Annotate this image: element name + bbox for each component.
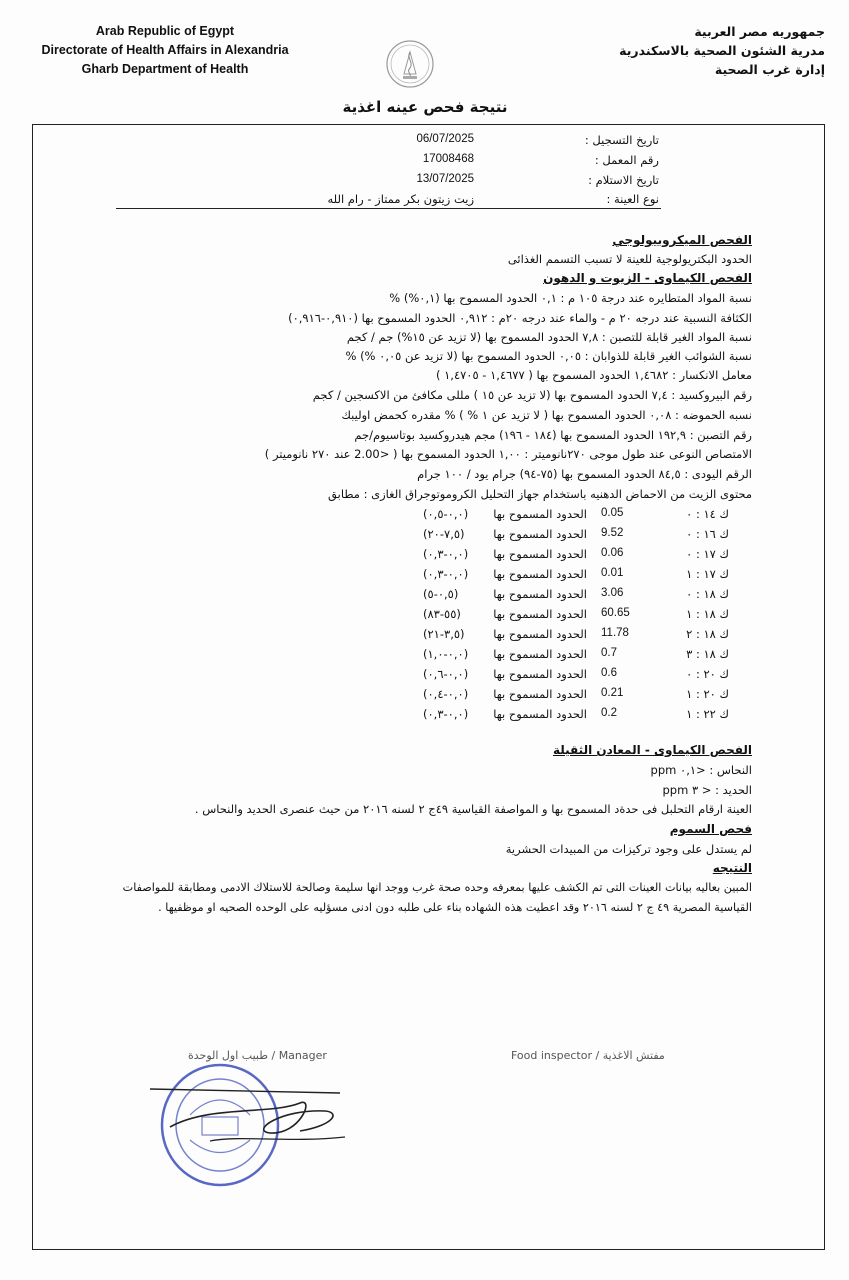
recv-date-label: تاريخ الاستلام : bbox=[588, 173, 659, 187]
fa-limit-label: الحدود المسموح بها bbox=[493, 587, 587, 601]
micro-heading: الفحص الميكروبيولوجي bbox=[612, 233, 752, 247]
chem-line: رقم البيروكسيد : ٧,٤ الحدود المسموح بها (لا تزيد عن ١٥ ) مللى مكافئ من الاكسجين / كجم bbox=[312, 388, 752, 402]
fa-value: 0.21 bbox=[601, 687, 624, 699]
chem-line: نسبة المواد الغير قابلة للتصبن : ٧,٨ الحدود المسموح بها (لا تزيد عن ١٥%) جم / كجم bbox=[346, 330, 752, 344]
fa-name: ك ١٧ : ٠ bbox=[686, 547, 729, 561]
chem-heading: الفحص الكيماوى - الزيوت و الدهون bbox=[543, 271, 752, 285]
fa-range: (٠,٠-١,٠) bbox=[423, 647, 469, 661]
fa-limit-label: الحدود المسموح بها bbox=[493, 527, 587, 541]
fa-name: ك ٢٢ : ١ bbox=[686, 707, 729, 721]
fa-limit-label: الحدود المسموح بها bbox=[493, 627, 587, 641]
fa-name: ك ١٨ : ٠ bbox=[686, 587, 729, 601]
fa-range: (٠,٠-٠,٥) bbox=[423, 507, 469, 521]
fa-name: ك ١٧ : ١ bbox=[686, 567, 729, 581]
reg-date-value: 06/07/2025 bbox=[416, 133, 474, 145]
result-line-2: القياسية المصرية ٤٩ ج ٢ لسنه ٢٠١٦ وقد اعطيت هذه الشهاده بناء على طلبه دون ادنى مسؤليه على الوحده الصحيه او موظفيها . bbox=[158, 901, 752, 914]
fa-value: 0.2 bbox=[601, 707, 617, 719]
official-stamp-icon bbox=[150, 1045, 360, 1195]
fa-limit-label: الحدود المسموح بها bbox=[493, 507, 587, 521]
result-line-1: المبين بعاليه بيانات العينات التى تم الكشف عليها بمعرفه وحده صحة غرب ووجد انها سليمة وصالحة للاستلاك الادمى ومطابقة للمواصفات bbox=[122, 881, 752, 894]
result-heading: النتيجه bbox=[712, 861, 752, 875]
fa-range: (٧,٥-٢٠) bbox=[423, 527, 465, 541]
lab-no-value: 17008468 bbox=[422, 153, 474, 165]
fa-name: ك ٢٠ : ٠ bbox=[686, 667, 729, 681]
fa-value: 3.06 bbox=[601, 587, 624, 599]
health-emblem-icon bbox=[384, 38, 436, 90]
chem-line: الكثافة النسبية عند درجه ٢٠ م - والماء عند درجه ٢٠م : ٠,٩١٢ الحدود المسموح بها (٠,٩١٠-٠,٩١٦) bbox=[288, 311, 752, 325]
fa-limit-label: الحدود المسموح بها bbox=[493, 687, 587, 701]
fa-name: ك ١٨ : ١ bbox=[686, 607, 729, 621]
toxins-heading: فحص السموم bbox=[669, 822, 752, 836]
fa-name: ك ١٨ : ٢ bbox=[686, 627, 729, 641]
inspector-signature-label: Food inspector / مفتش الاغذية bbox=[511, 1049, 665, 1062]
chem-line: نسبه الحموضه : ٠,٠٨ الحدود المسموح بها ( لا تزيد عن ١ % ) % مقدره كحمض اوليبك bbox=[341, 408, 752, 422]
chem-line: رقم التصبن : ١٩٢,٩ الحدود المسموح بها (١٨٤ - ١٩٦) مجم هيدروكسيد بوتاسيوم/جم bbox=[354, 428, 752, 442]
chem-line: محتوى الزيت من الاحماض الدهنيه باستخدام جهاز التحليل الكروموتوجراق الغازى : مطابق bbox=[328, 487, 752, 501]
header-en-line-3: Gharb Department of Health bbox=[81, 62, 249, 76]
header-arabic bbox=[555, 22, 825, 79]
sample-type-label: نوع العينة : bbox=[606, 192, 659, 206]
fa-range: (٥٥-٨٣) bbox=[423, 607, 461, 621]
fa-limit-label: الحدود المسموح بها bbox=[493, 707, 587, 721]
fa-range: (٠,٠-٠,٣) bbox=[423, 567, 469, 581]
fa-name: ك ١٤ : ٠ bbox=[686, 507, 729, 521]
manager-signature-label: Manager / طبيب اول الوحدة bbox=[188, 1049, 327, 1062]
fa-range: (٠,٠-٠,٦) bbox=[423, 667, 469, 681]
fa-limit-label: الحدود المسموح بها bbox=[493, 607, 587, 621]
copper-result: النحاس : <٠,١ ppm bbox=[650, 763, 752, 777]
lab-no-label: رقم المعمل : bbox=[594, 153, 659, 167]
header-ar-line-2: مدرية الشئون الصحية بالاسكندرية bbox=[619, 43, 825, 58]
fa-range: (٠,٠-٠,٣) bbox=[423, 707, 469, 721]
fa-name: ك ١٦ : ٠ bbox=[686, 527, 729, 541]
fa-name: ك ١٨ : ٣ bbox=[686, 647, 729, 661]
fa-limit-label: الحدود المسموح بها bbox=[493, 647, 587, 661]
chem-line: الامتصاص النوعى عند طول موجى ٢٧٠نانوميتر : ١,٠٠ الحدود المسموح بها ( <2.00 عند ٢٧٠ نانوميتر ) bbox=[264, 447, 752, 461]
fa-value: 0.05 bbox=[601, 507, 624, 519]
fa-value: 9.52 bbox=[601, 527, 624, 539]
fa-range: (٠,٠-٠,٤) bbox=[423, 687, 469, 701]
fa-value: 0.6 bbox=[601, 667, 617, 679]
chem-line: نسبة الشوائب الغير قابلة للذوابان : ٠,٠٥ الحدود المسموح بها (لا تزيد عن ٠,٠٥ %) % bbox=[345, 349, 752, 363]
iron-result: الحديد : < ٣ ppm bbox=[662, 783, 752, 797]
fa-range: (٠,٠-٠,٣) bbox=[423, 547, 469, 561]
metals-heading: الفحص الكيماوى - المعادن الثقيلة bbox=[552, 743, 752, 757]
sample-type-value: زيت زيتون بكر ممتاز - رام الله bbox=[327, 192, 474, 206]
fa-value: 0.06 bbox=[601, 547, 624, 559]
header-ar-line-1: جمهوريه مصر العربية bbox=[694, 24, 825, 39]
report-title: نتيجة فحص عينه اغذية bbox=[342, 98, 508, 116]
reg-date-label: تاريخ التسجيل : bbox=[584, 133, 659, 147]
fa-value: 60.65 bbox=[601, 607, 630, 619]
info-separator bbox=[116, 208, 661, 209]
fa-limit-label: الحدود المسموح بها bbox=[493, 667, 587, 681]
metals-note: العينة ارقام التحلبل فى حدةد المسموح بها و المواصفة القياسية ٤٩ج ٢ لسنه ٢٠١٦ من حيث عنصرى الحديد والنحاس . bbox=[194, 802, 752, 816]
chem-line: الرقم اليودى : ٨٤,٥ الحدود المسموح بها (٧٥-٩٤) جرام يود / ١٠٠ جرام bbox=[417, 467, 752, 481]
fa-value: 11.78 bbox=[601, 627, 629, 639]
toxins-text: لم يستدل على وجود تركيزات من المبيدات الحشرية bbox=[505, 842, 752, 856]
chem-line: نسبة المواد المتطايره عند درجة ١٠٥ م : ٠,١ الحدود المسموح بها (٠,١%) % bbox=[389, 291, 752, 305]
header-en-line-1: Arab Republic of Egypt bbox=[95, 24, 235, 38]
fa-limit-label: الحدود المسموح بها bbox=[493, 547, 587, 561]
fa-limit-label: الحدود المسموح بها bbox=[493, 567, 587, 581]
chem-line: معامل الانكسار : ١,٤٦٨٢ الحدود المسموح بها ( ١,٤٦٧٧ - ١,٤٧٠٥ ) bbox=[435, 368, 752, 382]
fa-name: ك ٢٠ : ١ bbox=[686, 687, 729, 701]
header-ar-line-3: إدارة غرب الصحية bbox=[714, 62, 825, 77]
fa-value: 0.7 bbox=[601, 647, 617, 659]
fa-range: (٣,٥-٢١) bbox=[423, 627, 465, 641]
header-en-line-2: Directorate of Health Affairs in Alexandria bbox=[41, 43, 289, 57]
fa-value: 0.01 bbox=[601, 567, 624, 579]
header-english bbox=[20, 22, 310, 79]
micro-text: الحدود البكتريولوجية للعينة لا تسبب التسمم الغذائى bbox=[507, 252, 752, 266]
fa-range: (٠,٥-٥) bbox=[423, 587, 459, 601]
recv-date-value: 13/07/2025 bbox=[416, 173, 474, 185]
